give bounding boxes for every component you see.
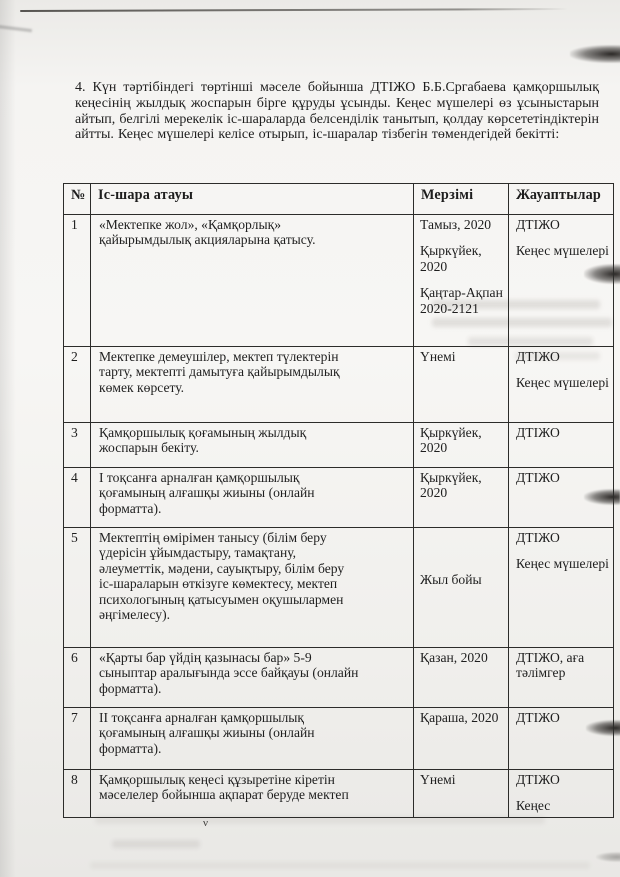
header-term: Мерзімі (414, 184, 509, 215)
header-activity: Іс-шара атауы (91, 184, 414, 215)
activity-cell: Мектептің өмірімен танысу (білім беру үдерісін ұйымдастыру, тамақтану, әлеуметтік, мәдени, сауықтыру, білім беру іс-шараларын өткізуге көмектесу, мектеп психологының қатысуымен оқушылармен әңгімелесу). (91, 528, 414, 648)
table-row (64, 215, 614, 347)
term-cell (414, 215, 509, 347)
row-number-cell: 1 (64, 215, 91, 347)
term-entry: Жыл бойы (420, 571, 482, 587)
term-entry: Қыркүйек, 2020 (420, 470, 482, 501)
responsible-entry: ДТІЖО (516, 772, 560, 787)
responsible-cell (509, 648, 614, 708)
activity-cell: І тоқсанға арналған қамқоршылық қоғамының алғашқы жиыны (онлайн форматта). (91, 468, 414, 528)
responsible-entry: ДТІЖО (516, 217, 560, 232)
term-cell (414, 423, 509, 468)
scan-edge-line (20, 8, 568, 12)
term-entry: Қараша, 2020 (420, 710, 499, 725)
table-header-row (64, 184, 614, 215)
ink-smudge (570, 45, 620, 63)
responsible-cell (509, 215, 614, 347)
responsible-entry: ДТІЖО (516, 710, 560, 725)
activity-cell: Қамқоршылық қоғамының жылдық жоспарын бекіту. (91, 423, 414, 468)
responsible-entry: ДТІЖО (516, 425, 560, 440)
term-entry: Қыркүйек, 2020 (420, 243, 482, 274)
responsible-entry: ДТІЖО (516, 349, 560, 364)
responsible-entry: Кеңес (516, 798, 551, 814)
responsible-cell (509, 528, 614, 648)
row-number-cell: 5 (64, 528, 91, 648)
bleed-through-text (90, 862, 590, 869)
activity-cell: ІІ тоқсанға арналған қамқоршылық қоғамының алғашқы жиыны (онлайн форматта). (91, 708, 414, 770)
term-entry: Қыркүйек, 2020 (420, 425, 482, 456)
table-row (64, 708, 614, 770)
table-row (64, 347, 614, 423)
term-cell (414, 708, 509, 770)
activity-cell: «Мектепке жол», «Қамқорлық» қайырымдылық акцияларына қатысу. (91, 215, 414, 347)
term-entry: Үнемі (420, 349, 456, 364)
intro-paragraph: 4. Күн тәртібіндегі төртінші мәселе бойынша ДТІЖО Б.Б.Сргабаева қамқоршылық кеңесінің жылдық жоспарын бірге құруды ұсынды. Кеңес мүшелері өз ұсыныстарын айтып, белгілі мерекелік іс-шараларда белсенділік танытып, қолдау көрсететіндіктерін айтты. Кеңес мүшелері келісе отырып, іс-шаралар тізбегін төмендегідей бекітті: (75, 80, 599, 143)
activity-cell: «Қарты бар үйдің қазынасы бар» 5-9 сыныптар аралығында эссе байқауы (онлайн форматта). (91, 648, 414, 708)
term-cell (414, 347, 509, 423)
table-row (64, 648, 614, 708)
row-number-cell: 6 (64, 648, 91, 708)
row-number-cell: 3 (64, 423, 91, 468)
ink-smudge (596, 852, 620, 862)
row-number-cell: 2 (64, 347, 91, 423)
stray-pen-mark: ν (203, 817, 208, 829)
responsible-cell (509, 468, 614, 528)
responsible-entry: Кеңес мүшелері (516, 556, 609, 572)
term-cell (414, 770, 509, 818)
header-responsible: Жауаптылар (509, 184, 614, 215)
responsible-entry: Кеңес мүшелері (516, 243, 609, 259)
row-number-cell: 4 (64, 468, 91, 528)
term-cell (414, 468, 509, 528)
table-row (64, 528, 614, 648)
table-body (64, 215, 614, 818)
row-number-cell: 7 (64, 708, 91, 770)
responsible-cell (509, 770, 614, 818)
activity-cell: Мектепке демеушілер, мектеп түлектерін тарту, мектепті дамытуға қайырымдылық көмек көрсету. (91, 347, 414, 423)
row-number-cell: 8 (64, 770, 91, 818)
term-entry: Қаңтар-Ақпан 2020-2121 (420, 285, 503, 316)
term-entry: Қазан, 2020 (420, 650, 488, 665)
table-row (64, 468, 614, 528)
activity-cell: Қамқоршылық кеңесі құзыретіне кіретін мәселелер бойынша ақпарат беруде мектеп (91, 770, 414, 818)
term-cell (414, 648, 509, 708)
term-entry: Үнемі (420, 772, 456, 787)
header-number: № (64, 184, 91, 215)
responsible-cell (509, 423, 614, 468)
term-entry: Тамыз, 2020 (420, 217, 492, 232)
action-plan-table (63, 183, 614, 818)
table-row (64, 770, 614, 818)
responsible-entry: Кеңес мүшелері (516, 375, 609, 391)
scan-edge-shadow (0, 0, 16, 877)
bleed-through-text (112, 840, 200, 848)
responsible-cell (509, 347, 614, 423)
responsible-entry: ДТІЖО (516, 530, 560, 545)
responsible-cell (509, 708, 614, 770)
responsible-entry: ДТІЖО, аға тәлімгер (516, 650, 585, 681)
term-cell (414, 528, 509, 648)
responsible-entry: ДТІЖО (516, 470, 560, 485)
table-row (64, 423, 614, 468)
